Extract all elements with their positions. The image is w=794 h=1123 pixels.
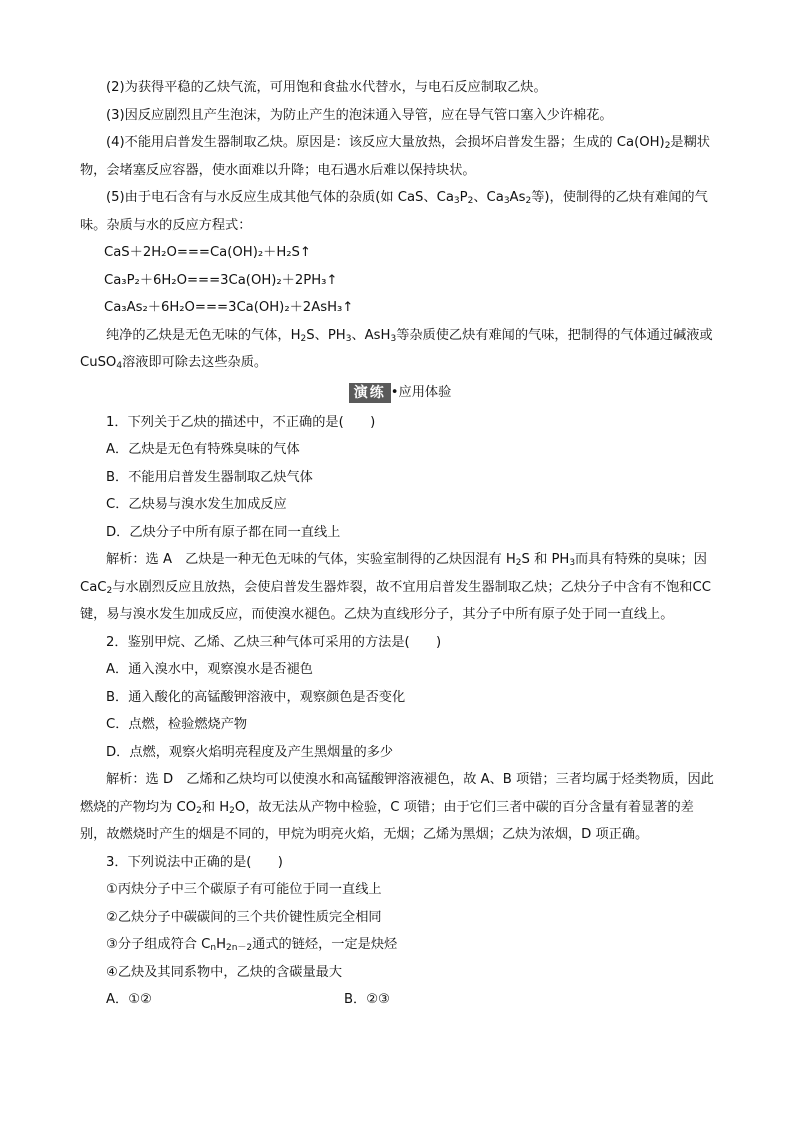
section-title: •应用体验	[390, 384, 452, 400]
question-1-answer: 解析：选 A 乙炔是一种无色无味的气体，实验室制得的乙炔因混有 $H_2S$ 和 $PH_3$而具有特殊的臭味；因 CaC$_2$与水剧烈反应且放热，会使启普发生器炸裂，故不宜用启普发生器制取乙炔；乙炔分子中含有不饱和CC 键，易与溴水发生加成反应，而使溴水褪色。乙炔为直线形分子，其分子中所有原子处于同一直线上。	[80, 552, 711, 622]
question-1-option-c: C．乙炔易与溴水发生加成反应	[106, 497, 287, 512]
question-3-option-a: A．①②	[106, 992, 152, 1007]
question-1-option-d: D．乙炔分子中所有原子都在同一直线上	[106, 524, 341, 540]
question-2-stem: 2．鉴别甲烷、乙烯、乙炔三种气体可采用的方法是( )	[106, 634, 442, 650]
question-1-stem: 1．下列关于乙炔的描述中，不正确的是( )	[106, 414, 376, 430]
question-2-option-a: A．通入溴水中，观察溴水是否褪色	[106, 662, 313, 677]
question-1-option-a: A．乙炔是无色有特殊臭味的气体	[106, 442, 300, 457]
question-1-option-b: B．不能用启普发生器制取乙炔气体	[106, 469, 313, 485]
question-2-option-c: C．点燃，检验燃烧产物	[106, 717, 248, 732]
note-3: (3)因反应剧烈且产生泡沫，为防止产生的泡沫通入导管，应在导气管口塞入少许棉花。	[106, 107, 613, 123]
equation-1: CaS＋2H₂O===Ca(OH)₂＋H₂S↑	[104, 245, 311, 260]
question-3-statement-1: ①丙炔分子中三个碳原子有可能位于同一直线上	[106, 882, 382, 897]
question-3-statement-4: ④乙炔及其同系物中，乙炔的含碳量最大	[106, 964, 343, 980]
section-header	[80, 379, 720, 408]
question-3-stem: 3．下列说法中正确的是( )	[106, 854, 283, 870]
note-2: (2)为获得平稳的乙炔气流，可用饱和食盐水代替水，与电石反应制取乙炔。	[106, 80, 547, 95]
purification-note: 纯净的乙炔是无色无味的气体，$H_2S$、$PH_3$、AsH$_3$等杂质使乙炔有难闻的气味，把制得的气体通过碱液或 CuSO$_4$溶液即可除去这些杂质。	[80, 327, 713, 371]
question-3-options	[80, 986, 720, 1014]
equation-3: Ca₃As₂＋6H₂O===3Ca(OH)₂＋2AsH₃↑	[104, 300, 354, 315]
question-3-option-b: B．②③	[344, 992, 390, 1007]
question-3-statement-2: ②乙炔分子中碳碳间的三个共价键性质完全相同	[106, 909, 382, 925]
note-4: (4)不能用启普发生器制取乙炔。原因是：该反应大量放热，会损坏启普发生器；生成的 $Ca(OH)_2$是糊状物，会堵塞反应容器，使水面难以升降；电石遇水后难以保持块状。	[80, 135, 710, 178]
section-badge: 演练	[349, 383, 391, 403]
question-2-answer: 解析：选 D 乙烯和乙炔均可以使溴水和高锰酸钾溶液褪色，故 A、B 项错；三者均属于烃类物质，因此燃烧的产物均为 $CO_2$和 $H_2O$，故无法从产物中检验，C 项错；由于它们三者中碳的百分含量有着显著的差别，故燃烧时产生的烟是不同的，甲烷为明亮火焰，无烟；乙烯为黑烟；乙炔为浓烟，D 项正确。	[80, 772, 714, 842]
question-2-option-b: B．通入酸化的高锰酸钾溶液中，观察颜色是否变化	[106, 689, 406, 705]
document-content	[80, 74, 720, 1014]
equation-2: Ca₃P₂＋6H₂O===3Ca(OH)₂＋2PH₃↑	[104, 272, 338, 288]
question-2-option-d: D．点燃，观察火焰明亮程度及产生黑烟量的多少	[106, 744, 394, 760]
note-5: (5)由于电石含有与水反应生成其他气体的杂质(如 CaS、$Ca_3P_2$、$Ca_3As_2$等)，使制得的乙炔有难闻的气味。杂质与水的反应方程式：	[80, 190, 708, 233]
question-3-statement-3: ③分子组成符合 $C_nH_{2n-2}$通式的链烃，一定是炔烃	[106, 937, 398, 953]
